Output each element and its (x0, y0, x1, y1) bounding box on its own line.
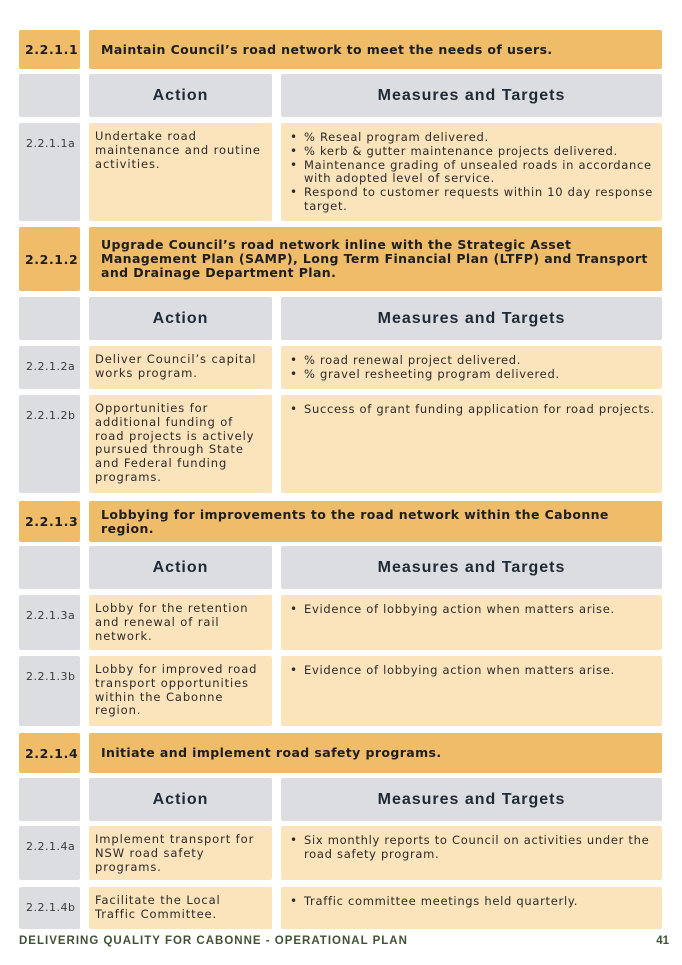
measure-item: • Maintenance grading of unsealed roads in accordance with adopted level of service. (289, 159, 656, 187)
measure-item: • Evidence of lobbying action when matters arise. (289, 603, 656, 617)
header-spacer (19, 546, 80, 589)
row-id: 2.2.1.3a (19, 595, 80, 650)
row-measures (281, 123, 662, 221)
row-id: 2.2.1.4b (19, 887, 80, 929)
measures-header: Measures and Targets (281, 778, 662, 821)
footer-title: DELIVERING QUALITY FOR CABONNE - OPERATIONAL PLAN (19, 935, 408, 947)
measures-header: Measures and Targets (281, 546, 662, 589)
measure-item: • % kerb & gutter maintenance projects delivered. (289, 145, 656, 159)
measure-item: • Evidence of lobbying action when matters arise. (289, 664, 656, 678)
row-action: Lobby for improved road transport opportunities within the Cabonne region. (89, 656, 272, 726)
page-number: 41 (656, 935, 669, 947)
measure-item: • Success of grant funding application for road projects. (289, 403, 656, 417)
row-id: 2.2.1.2b (19, 395, 80, 493)
row-action: Opportunities for additional funding of road projects is actively pursued through State and Federal funding programs. (89, 395, 272, 493)
measure-item: • Traffic committee meetings held quarterly. (289, 895, 656, 909)
row-id: 2.2.1.4a (19, 826, 80, 880)
row-id: 2.2.1.2a (19, 346, 80, 389)
action-header: Action (89, 546, 272, 589)
row-measures (281, 887, 662, 929)
row-measures (281, 395, 662, 493)
header-spacer (19, 74, 80, 117)
section-id: 2.2.1.4 (19, 733, 80, 773)
row-measures (281, 595, 662, 650)
measures-header: Measures and Targets (281, 297, 662, 340)
section-id: 2.2.1.2 (19, 227, 80, 291)
row-id: 2.2.1.1a (19, 123, 80, 221)
action-header: Action (89, 297, 272, 340)
measure-item: • Six monthly reports to Council on activities under the road safety program. (289, 834, 656, 862)
header-spacer (19, 297, 80, 340)
row-measures (281, 656, 662, 726)
section-title: Initiate and implement road safety programs. (89, 733, 662, 773)
measures-header: Measures and Targets (281, 74, 662, 117)
row-action: Facilitate the Local Traffic Committee. (89, 887, 272, 929)
row-measures (281, 826, 662, 880)
section-title: Lobbying for improvements to the road network within the Cabonne region. (89, 501, 662, 542)
row-action: Implement transport for NSW road safety programs. (89, 826, 272, 880)
section-id: 2.2.1.3 (19, 501, 80, 542)
row-id: 2.2.1.3b (19, 656, 80, 726)
measure-item: • % road renewal project delivered. (289, 354, 656, 368)
measure-item: • Respond to customer requests within 10 day response target. (289, 186, 656, 214)
row-action: Lobby for the retention and renewal of rail network. (89, 595, 272, 650)
section-title: Maintain Council’s road network to meet the needs of users. (89, 30, 662, 69)
section-title: Upgrade Council’s road network inline with the Strategic Asset Management Plan (SAMP), Long Term Financial Plan (LTFP) and Transport and Drainage Department Plan. (89, 227, 662, 291)
action-header: Action (89, 74, 272, 117)
header-spacer (19, 778, 80, 821)
measure-item: • % Reseal program delivered. (289, 131, 656, 145)
row-action: Undertake road maintenance and routine activities. (89, 123, 272, 221)
row-action: Deliver Council’s capital works program. (89, 346, 272, 389)
row-measures (281, 346, 662, 389)
measure-item: • % gravel resheeting program delivered. (289, 368, 656, 382)
section-id: 2.2.1.1 (19, 30, 80, 69)
action-header: Action (89, 778, 272, 821)
